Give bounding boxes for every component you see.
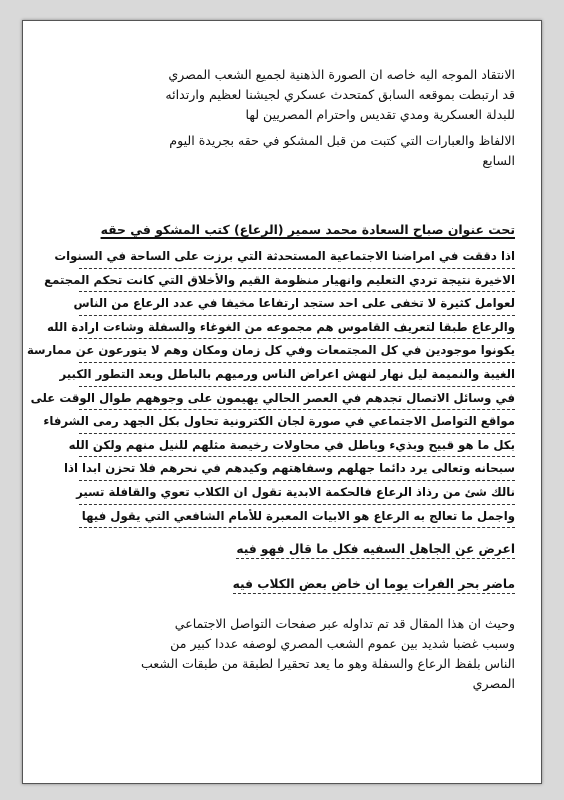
verse-line: اعرض عن الجاهل السفيه فكل ما قال فهو فيه (236, 540, 515, 559)
quoted-line: واجمل ما تعالج به الرعاع هو الابيات المعبرة للأمام الشافعي التي يقول فيها (79, 505, 515, 529)
verse-line: ماضر بحر الفرات يوما ان خاض بعض الكلاب فيه (233, 575, 515, 594)
intro-line: الانتقاد الموجه اليه خاصه ان الصورة الذهنية لجميع الشعب المصري (168, 67, 515, 82)
quoted-line: نالك شئ من رذاذ الرعاع فالحكمة الابدية تقول ان الكلاب تعوي والقافلة تسير (79, 481, 515, 505)
intro-line: للبدلة العسكرية ومدي تقديس واحترام المصريين لها (245, 107, 515, 122)
closing-line: وسبب غضبا شديد بين عموم الشعب المصري لوصفه عددا كبير من (170, 636, 515, 652)
quoted-article (26, 245, 515, 528)
closing-line: وحيث ان هذا المقال قد تم تداوله عبر صفحات التواصل الاجتماعي (174, 616, 515, 632)
quoted-line: يكونوا موجودين في كل المجتمعات وفي كل زمان ومكان وهم لا يتورعون عن ممارسة (79, 339, 515, 363)
quoted-line: في وسائل الاتصال تجدهم في العصر الحالي يهيمون على وجوههم طوال الوقت على (79, 387, 515, 411)
quoted-line: بكل ما هو قبيح وبذيء وباطل في محاولات رخيصة مثلهم للنيل منهم ولكن الله (79, 434, 515, 458)
closing-line: الناس بلفظ الرعاع والسفلة وهو ما يعد تحقيرا لطبقة من طبقات الشعب (140, 656, 515, 672)
quoted-line: سبحانه وتعالى يرد دائما جهلهم وسفاهتهم وكيدهم في نحرهم فلا تحزن ابدا اذا (79, 457, 515, 481)
intro2-line: السابع (482, 153, 515, 168)
intro-paragraph (79, 65, 515, 125)
closing-paragraph (79, 614, 515, 694)
quoted-line: الاخيرة نتيجة تردي التعليم وانهيار منظومة القيم والأخلاق التي كانت تحكم المجتمع (79, 269, 515, 293)
quoted-line: الغيبة والنميمة ليل نهار لنهش اعراض الناس ورميهم بالباطل وبعد التطور الكبير (79, 363, 515, 387)
intro-line: قد ارتبطت بموقعه السابق كمتحدث عسكري لجيشنا لعظيم وارتدائه (165, 87, 515, 102)
quoted-line: اذا دققت في امراضنا الاجتماعية المستحدثة التي برزت على الساحة في السنوات (79, 245, 515, 269)
quoted-line: والرعاع طبقا لتعريف القاموس هم مجموعه من الغوغاء والسفلة وشاءت ارادة الله (79, 316, 515, 340)
article-heading: تحت عنوان صباح السعادة محمد سمير (الرعاع) كتب المشكو في حقه (100, 222, 515, 237)
intro2-line: الالفاظ والعبارات التي كتبت من قبل المشكو في حقه بجريدة اليوم (169, 133, 515, 148)
document-body (26, 65, 515, 694)
closing-line: المصري (472, 676, 515, 692)
document-page (22, 20, 542, 784)
second-paragraph (79, 131, 515, 171)
quoted-line: مواقع التواصل الاجتماعي في صورة لجان الكترونية تحاول بكل الجهد رمى الشرفاء (79, 410, 515, 434)
quoted-line: لعوامل كثيرة لا تخفى على احد ستجد ارتفاعا مخيفا في عدد الرعاع من الناس (79, 292, 515, 316)
